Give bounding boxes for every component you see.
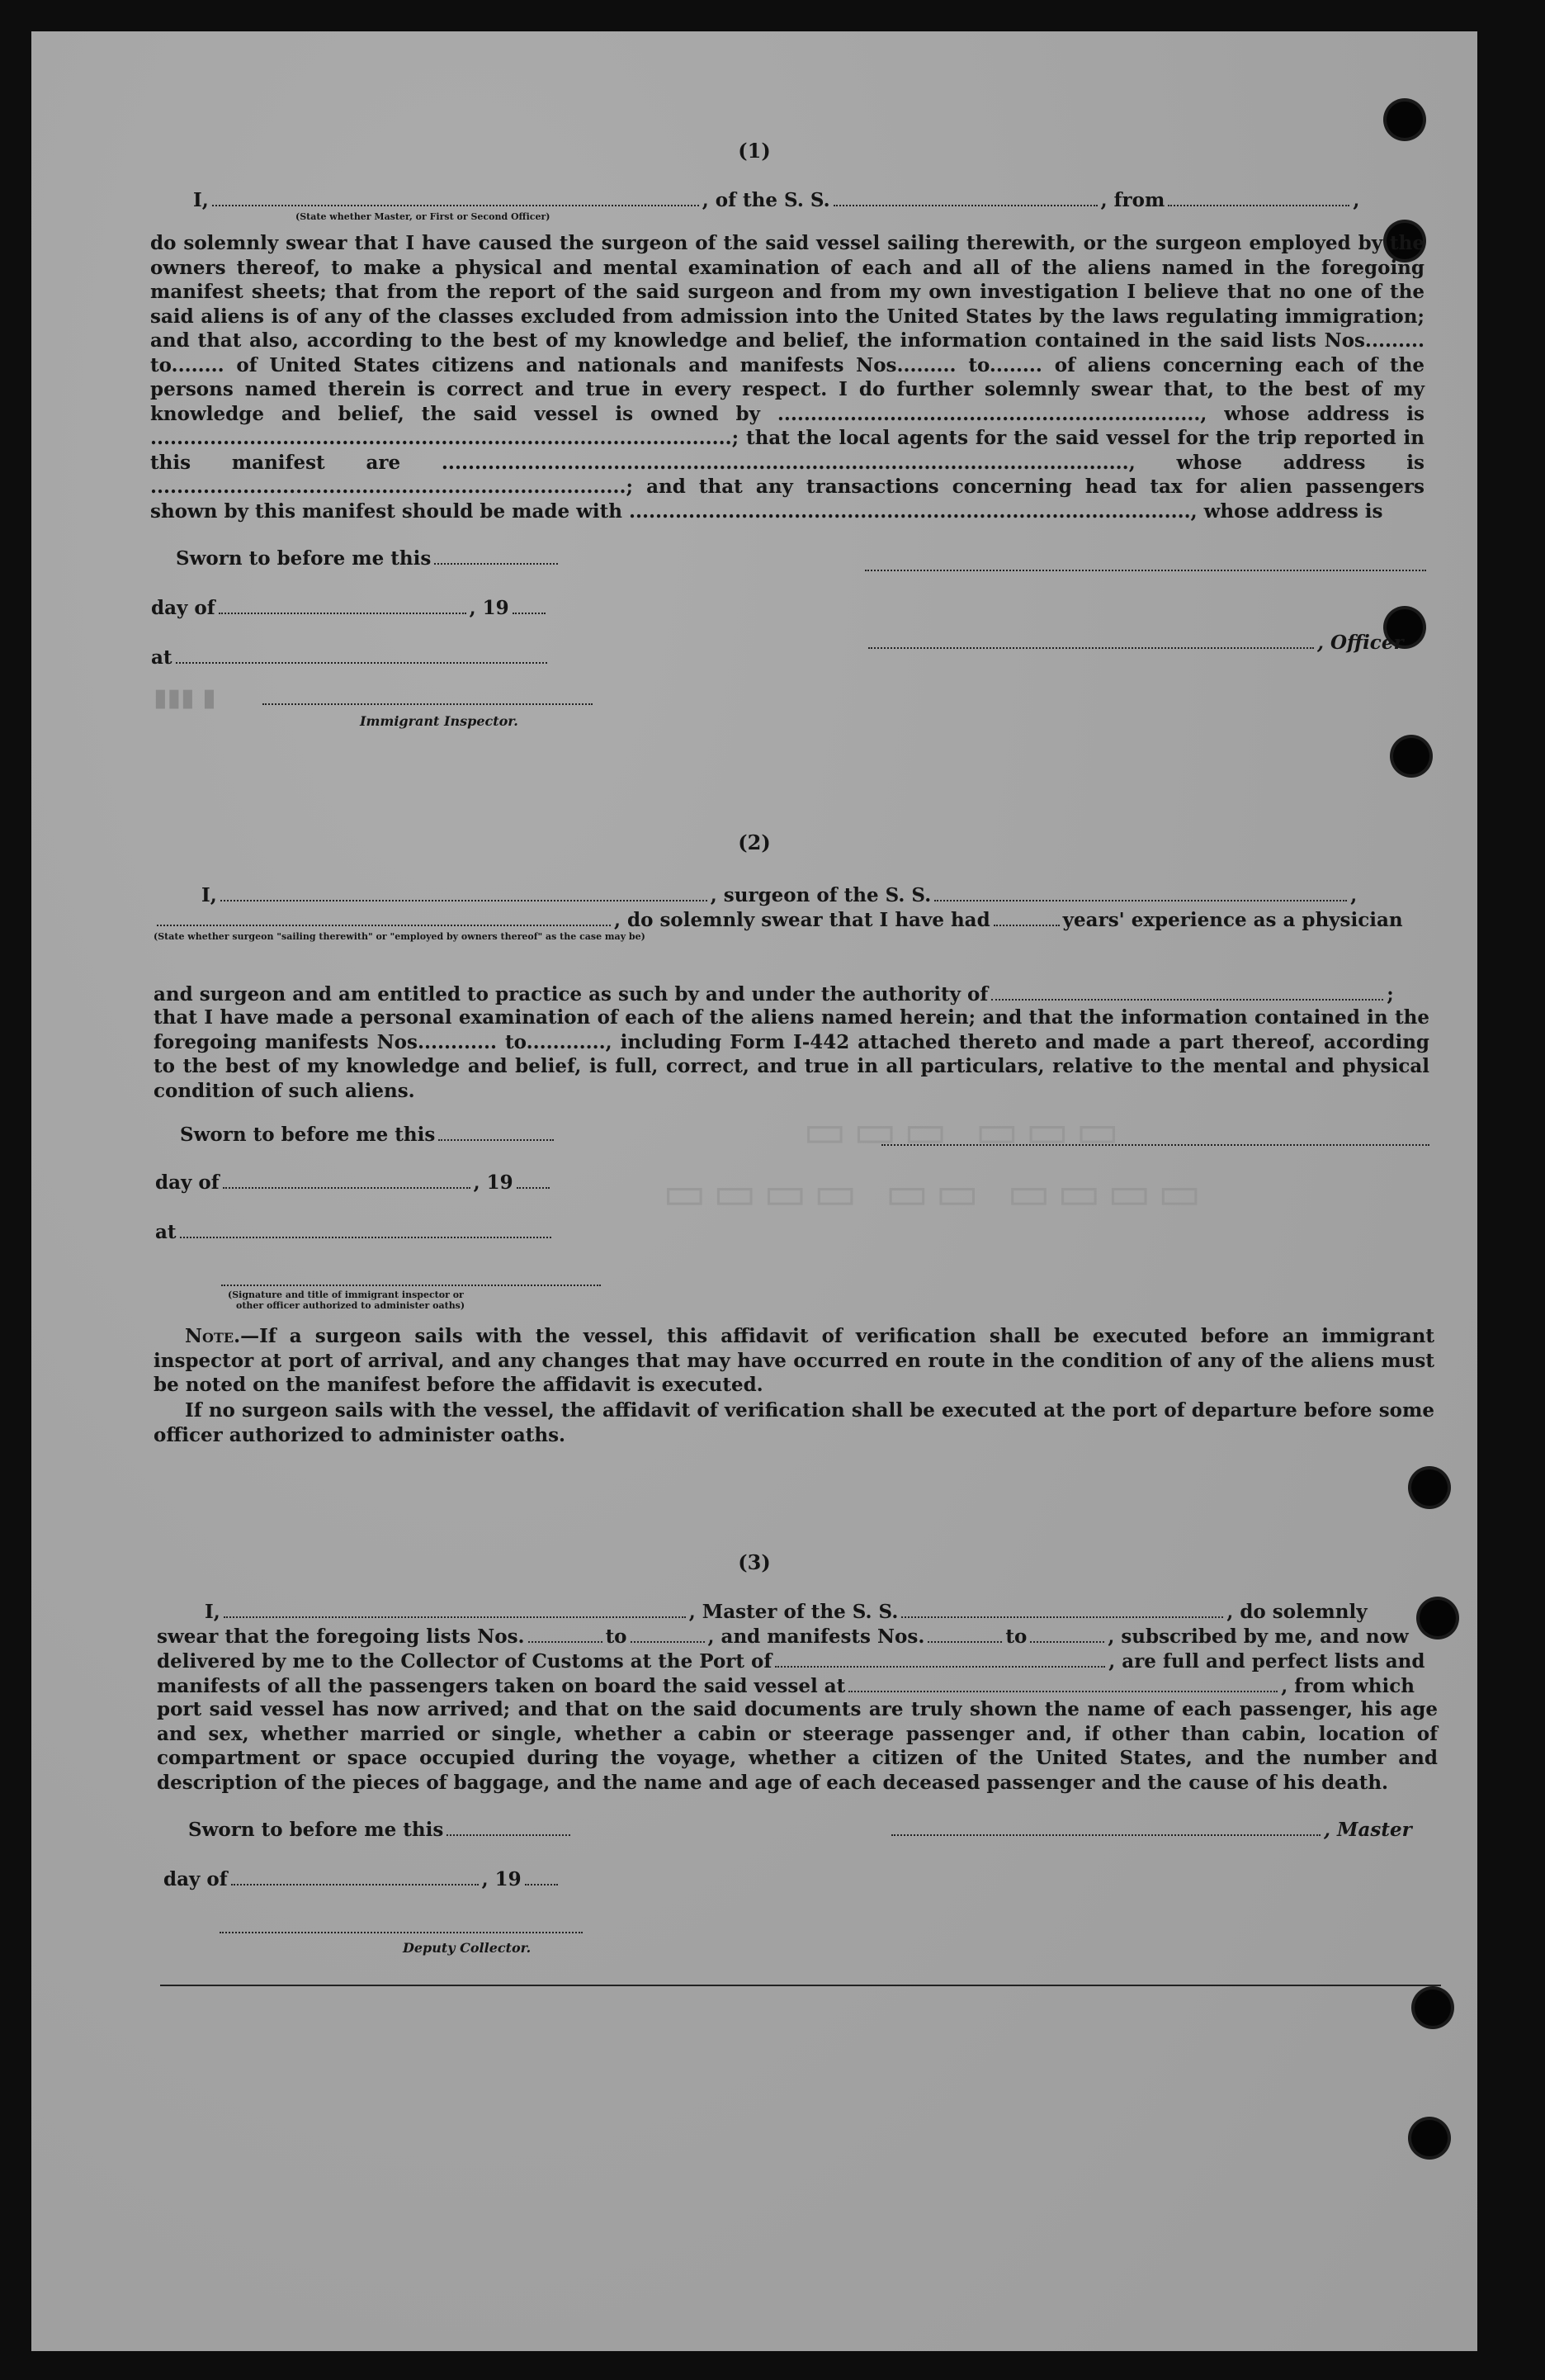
master-vessel-field[interactable] — [901, 1600, 1223, 1618]
day-field-2[interactable] — [223, 1171, 470, 1189]
section-1-at: at — [151, 646, 550, 670]
surgeon-status-field[interactable] — [157, 908, 611, 926]
faint-mark: ▮▮▮ ▮ — [154, 684, 216, 712]
manifests-from-field[interactable] — [928, 1625, 1002, 1643]
section-1-day: day of , 19 — [151, 596, 549, 620]
sworn-date-field-3[interactable] — [446, 1818, 570, 1836]
sworn-date-field[interactable] — [434, 547, 558, 565]
punch-hole — [1420, 1600, 1456, 1636]
section-1-heading: (1) — [738, 139, 771, 163]
section-2-line-3: and surgeon and am entitled to practice as such by and under the authority of ; — [154, 983, 1394, 1005]
deputy-caption: Deputy Collector. — [403, 1940, 532, 1956]
authority-field[interactable] — [991, 982, 1383, 1001]
punch-hole — [1411, 1469, 1448, 1506]
rank-field[interactable] — [212, 188, 699, 206]
punch-hole — [1411, 2120, 1448, 2156]
section-3-master: , Master — [888, 1818, 1412, 1842]
section-3-line-1: I, , Master of the S. S. , do solemnly — [205, 1601, 1368, 1623]
officer-field[interactable] — [868, 631, 1314, 649]
section-3-paragraph: port said vessel has now arrived; and that on the said documents are truly shown the name of each passenger, his age and sex, whether married or single, whether a cabin or steerage passenger and, if other than cabin, location of compartment or space occupied during the voyage, whether a citizen of the United States, and the number and description of the pieces of baggage, and the name and age of each deceased passenger and the cause of his death. — [157, 1698, 1438, 1794]
surgeon-name-field[interactable] — [220, 883, 707, 901]
officer-2-signature-line[interactable] — [221, 1283, 601, 1286]
port-from-field[interactable] — [1168, 188, 1349, 206]
bleed-through-stamp: ▭▭▭ ▭▭▭ — [803, 1105, 1127, 1158]
section-3-line-4: manifests of all the passengers taken on board the said vessel at , from which — [157, 1675, 1415, 1697]
signature-caption-1: (Signature and title of immigrant inspector or — [228, 1289, 464, 1300]
section-3-heading: (3) — [738, 1550, 771, 1574]
surgeon-status-caption: (State whether surgeon "sailing therewith" or "employed by owners thereof" as the case may be) — [154, 931, 645, 942]
year-field-2[interactable] — [517, 1171, 550, 1189]
surgeon-vessel-field[interactable] — [934, 883, 1347, 901]
day-field-3[interactable] — [231, 1867, 479, 1886]
customs-port-field[interactable] — [775, 1649, 1105, 1668]
section-2-paragraph: that I have made a personal examination of each of the aliens named herein; and that the information contained in the foregoing manifests Nos............ to............, including Form I-442 attached thereto and made a part thereof, according to the best of my knowledge and belief, is full, correct, and true in all particulars, relative to the mental and physical condition of such aliens. — [154, 1006, 1429, 1102]
rank-field-caption: (State whether Master, or First or Second Officer) — [295, 211, 550, 222]
section-1-paragraph: do solemnly swear that I have caused the surgeon of the said vessel sailing therewith, or the surgeon employed by the owners thereof, to make a physical and mental examination of each and all of the aliens named in the foregoing manifest sheets; that from the report of the said surgeon and from my own investigation I believe that no one of the said aliens is of any of the classes excluded from admission into the United States by the laws regulating immigration; and that also, according to the best of my knowledge and belief, the information contained in the said lists Nos......... to........ of United States citizens and nationals and manifests Nos......... to........ of aliens concerning each of the persons named therein is correct and true in every respect. I do further solemnly swear that, to the best of my knowledge and belief, the said vessel is owned by ................................................................, whose address is ........................................................................................; that the local agents for the said vessel for the trip reported in this manifest are ........................................................................................................, whose address is ........................................................................; and that any transactions concerning head tax for alien passengers shown by this manifest should be made with ....................................................................................., whose address is — [150, 232, 1425, 523]
punch-hole — [1415, 1990, 1451, 2026]
manifests-to-field[interactable] — [1030, 1625, 1104, 1643]
day-field[interactable] — [219, 596, 466, 614]
note-text-2: If no surgeon sails with the vessel, the affidavit of verification shall be executed at the port of departure before some officer authorized to administer oaths. — [154, 1399, 1434, 1446]
officer-signature-line[interactable] — [865, 568, 1426, 571]
section-2-line-2: , do solemnly swear that I have had years' experience as a physician — [154, 908, 1403, 932]
place-field-2[interactable] — [180, 1220, 551, 1238]
section-2-line-1: I, , surgeon of the S. S. , — [201, 884, 1358, 906]
deputy-signature-line[interactable] — [220, 1930, 583, 1933]
inspector-caption: Immigrant Inspector. — [360, 713, 518, 729]
section-2-day: day of , 19 — [155, 1171, 553, 1195]
section-3-line-3: delivered by me to the Collector of Customs at the Port of , are full and perfect lists and — [157, 1650, 1425, 1673]
punch-hole — [1393, 738, 1429, 774]
bottom-rule — [160, 1985, 1441, 1986]
section-2-sworn: Sworn to before me this — [180, 1123, 557, 1147]
section-1-sworn: Sworn to before me this — [176, 547, 561, 570]
note-label: Note. — [185, 1325, 241, 1347]
lists-from-field[interactable] — [528, 1625, 602, 1643]
place-field[interactable] — [176, 646, 547, 664]
note-text-1: —If a surgeon sails with the vessel, this affidavit of verification shall be executed before an immigrant inspector at port of arrival, and any changes that may have occurred en route in the condition of any of the aliens must be noted on the manifest before the affidavit is executed. — [154, 1325, 1434, 1396]
section-3-day: day of , 19 — [163, 1867, 561, 1891]
bleed-through-stamp: ▭▭▭▭ ▭▭ ▭▭▭▭ — [663, 1166, 1208, 1220]
signature-caption-2: other officer authorized to administer oaths) — [236, 1300, 465, 1311]
section-2-at: at — [155, 1220, 555, 1244]
section-3-line-2: swear that the foregoing lists Nos. to , and manifests Nos. to , subscribed by me, and now — [157, 1625, 1409, 1648]
vessel-field[interactable] — [834, 188, 1098, 206]
note-paragraph-2 — [154, 1398, 1434, 1447]
year-field-3[interactable] — [525, 1867, 558, 1886]
section-2-heading: (2) — [738, 830, 771, 854]
master-signature-field[interactable] — [891, 1818, 1321, 1836]
sworn-date-field-2[interactable] — [438, 1123, 554, 1141]
punch-hole — [1387, 102, 1423, 138]
embark-port-field[interactable] — [848, 1674, 1278, 1692]
years-experience-field[interactable] — [994, 908, 1060, 926]
inspector-signature-line[interactable] — [262, 702, 593, 705]
note-paragraph — [154, 1324, 1434, 1398]
master-name-field[interactable] — [224, 1600, 686, 1618]
year-field[interactable] — [513, 596, 546, 614]
section-3-sworn: Sworn to before me this — [188, 1818, 574, 1842]
section-1-officer: , Officer — [865, 631, 1404, 655]
lists-to-field[interactable] — [631, 1625, 705, 1643]
manifest-page — [31, 31, 1477, 2351]
section-1-line-1: I, , of the S. S. , from , — [193, 189, 1360, 211]
surgeon-signature-line[interactable] — [881, 1143, 1429, 1146]
